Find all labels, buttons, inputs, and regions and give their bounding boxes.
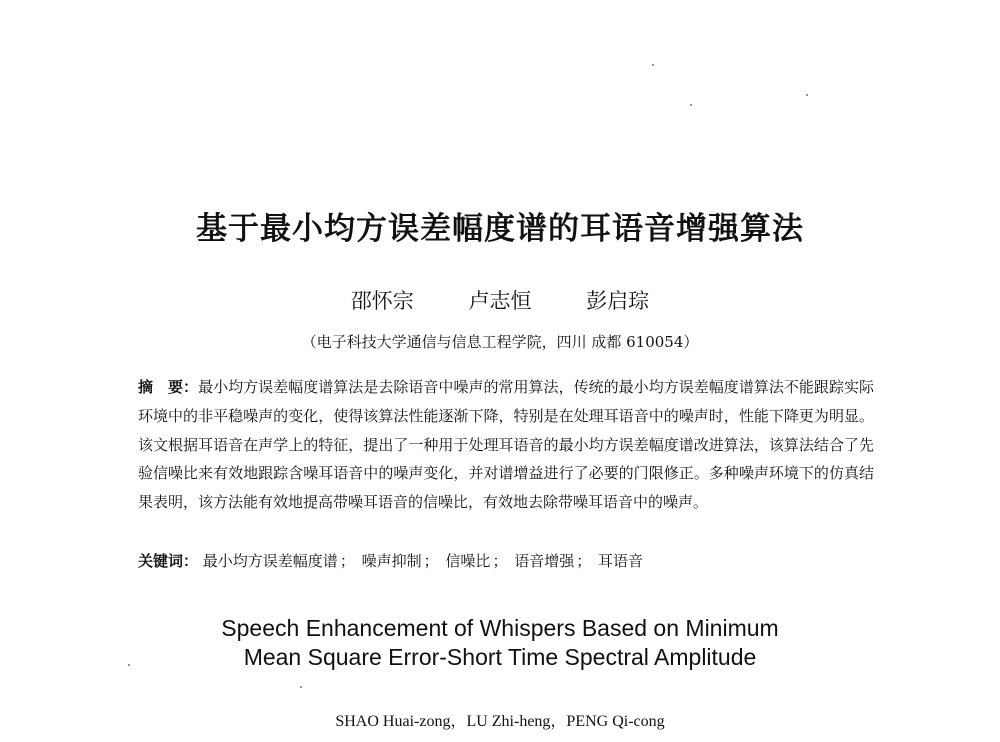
scan-speck bbox=[806, 94, 808, 96]
paper-title-en-line-1: Speech Enhancement of Whispers Based on Minimum bbox=[221, 615, 779, 641]
author-cn-1: 邵怀宗 bbox=[350, 289, 414, 313]
author-list-en: SHAO Huai-zong，LU Zhi-heng，PENG Qi-cong bbox=[335, 713, 665, 730]
author-cn-2: 卢志恒 bbox=[468, 289, 532, 313]
paper-title-en bbox=[0, 614, 1000, 672]
abstract-label: 摘 要： bbox=[138, 378, 199, 396]
scan-speck bbox=[690, 104, 692, 106]
scan-speck bbox=[128, 664, 130, 666]
keywords-cn bbox=[138, 549, 874, 573]
paper-title-cn: 基于最小均方误差幅度谱的耳语音增强算法 bbox=[196, 211, 804, 247]
keyword-1: 最小均方误差幅度谱 bbox=[202, 552, 338, 570]
keyword-4: 语音增强 bbox=[514, 552, 575, 570]
scan-speck bbox=[652, 64, 654, 66]
keyword-3: 信噪比 bbox=[445, 552, 491, 570]
abstract-cn bbox=[138, 373, 874, 517]
keyword-separator: ； bbox=[492, 552, 508, 570]
keyword-separator: ； bbox=[339, 552, 355, 570]
keyword-2: 噪声抑制 bbox=[361, 552, 422, 570]
keyword-separator: ； bbox=[423, 552, 439, 570]
author-cn-3: 彭启琮 bbox=[586, 289, 650, 313]
abstract-text: 最小均方误差幅度谱算法是去除语音中噪声的常用算法，传统的最小均方误差幅度谱算法不能跟踪实际环境中的非平稳噪声的变化，使得该算法性能逐渐下降，特别是在处理耳语音中的噪声时，性能下降更为明显。该文根据耳语音在声学上的特征，提出了一种用于处理耳语音的最小均方误差幅度谱改进算法，该算法结合了先验信噪比来有效地跟踪含噪耳语音中的噪声变化，并对谱增益进行了必要的门限修正。多种噪声环境下的仿真结果表明，该方法能有效地提高带噪耳语音的信噪比，有效地去除带噪耳语音中的噪声。 bbox=[138, 378, 874, 512]
author-list-cn bbox=[0, 285, 1000, 315]
scan-speck bbox=[300, 686, 302, 688]
keywords-label: 关键词： bbox=[138, 552, 199, 570]
affiliation-cn: （电子科技大学通信与信息工程学院，四川 成都 610054） bbox=[301, 333, 699, 351]
keyword-5: 耳语音 bbox=[598, 552, 644, 570]
paper-title-en-line-2: Mean Square Error-Short Time Spectral Amplitude bbox=[243, 644, 757, 670]
keyword-separator: ； bbox=[576, 552, 592, 570]
